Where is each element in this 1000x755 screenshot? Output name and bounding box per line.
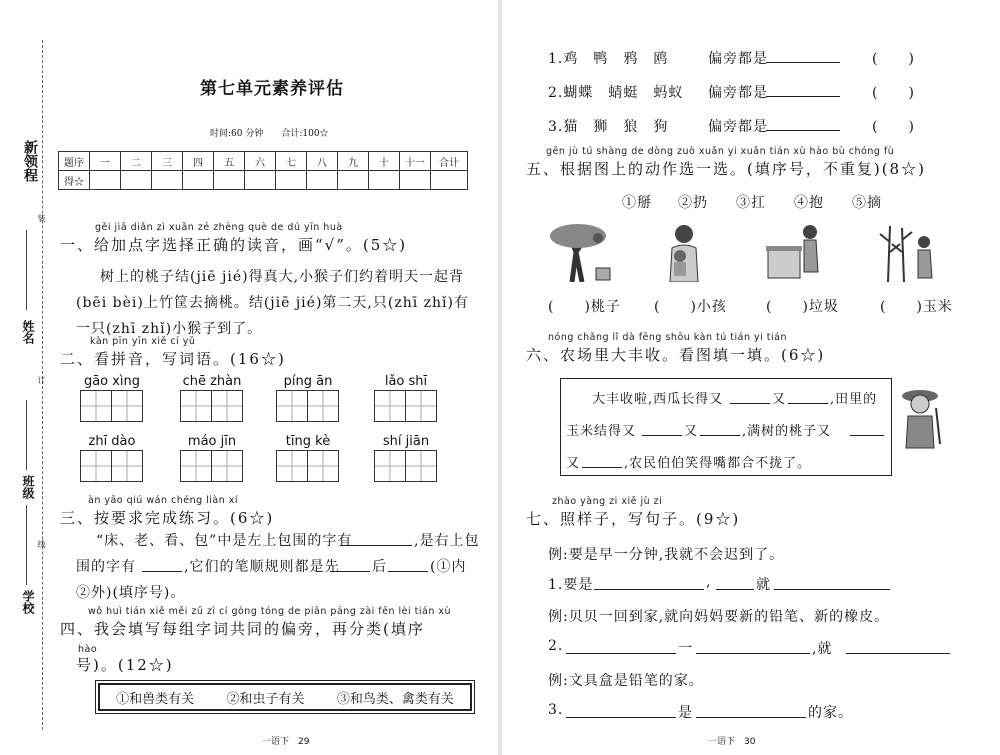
binding-line (42, 40, 43, 730)
score-header-cell: 三 (152, 152, 183, 171)
binding-mark-zhuang: 装 (37, 214, 46, 222)
answer-grid[interactable] (180, 390, 243, 422)
mother-child-illustration (650, 222, 714, 282)
sentence-blank[interactable] (774, 589, 890, 590)
farm-blank[interactable] (582, 467, 622, 468)
score-cell[interactable] (369, 171, 400, 190)
farm-blank[interactable] (730, 403, 770, 404)
farm-line3a: 又 (566, 456, 581, 471)
trash-bin-illustration (764, 222, 828, 282)
score-header-cell: 合计 (431, 152, 468, 171)
farm-line1a: 大丰收啦,西瓜长得又 (592, 392, 724, 407)
farm-line1c: ,田里的 (830, 392, 878, 407)
q2-word-pinyin: shí jiān (382, 434, 430, 449)
farm-blank[interactable] (642, 435, 682, 436)
score-table (58, 151, 468, 190)
sentence-blank[interactable] (696, 717, 806, 718)
sentence-blank[interactable] (566, 653, 676, 654)
score-cell[interactable] (121, 171, 152, 190)
radical-row-label: 偏旁都是 (708, 51, 768, 67)
q2-word-pinyin: zhī dào (88, 434, 136, 449)
name-field[interactable] (26, 230, 27, 310)
q3-line2c: 后 (372, 559, 387, 575)
verb-option: ④抱 (794, 195, 824, 211)
score-header-cell: 九 (338, 152, 369, 171)
q1-line2: (bēi bèi)上竹筐去摘桃。结(jiē jié)第二天,只(zhī zhǐ)有 (76, 295, 469, 311)
radical-blank[interactable] (766, 130, 840, 131)
score-cell[interactable] (90, 171, 121, 190)
q3-pinyin: àn yāo qiú wán chéng liàn xí (88, 495, 239, 506)
radical-row-label: 偏旁都是 (708, 119, 768, 135)
q7-s1c: 就 (756, 577, 771, 593)
q1-pinyin: gěi jiā diǎn zì xuǎn zé zhèng què de dú yīn huà (95, 222, 343, 233)
score-header-cell: 十 (369, 152, 400, 171)
q3-blank-first[interactable] (330, 571, 370, 572)
q7-example1: 例:要是早一分钟,我就不会迟到了。 (548, 547, 785, 563)
score-cell[interactable] (431, 171, 468, 190)
school-field[interactable] (26, 505, 27, 585)
q3-line2b: ,它们的笔顺规则都是先 (184, 559, 340, 575)
q7-pinyin: zhào yàng zi xiě jù zi (552, 496, 663, 507)
q1-title: 一、给加点字选择正确的读音，画“√”。(5☆) (60, 236, 408, 254)
q3-line1: “床、老、看、包”中是左上包围的字有 (96, 533, 353, 549)
score-header-cell: 六 (245, 152, 276, 171)
score-cell[interactable] (245, 171, 276, 190)
score-header-cell: 十一 (400, 152, 431, 171)
q2-word-pinyin: gāo xìng (83, 374, 141, 389)
score-header-cell: 五 (214, 152, 245, 171)
q3-line3: ②外)(填序号)。 (76, 585, 186, 601)
q7-s3a: 3. (548, 702, 564, 718)
q4-pinyin: wǒ huì tián xiě měi zǔ zì cí gòng tóng de piān páng zài fēn lèi tián xù (88, 606, 452, 617)
answer-grid[interactable] (374, 390, 437, 422)
class-field[interactable] (26, 400, 27, 470)
q2-word-pinyin: chē zhàn (182, 374, 242, 389)
category-paren[interactable]: ( ) (872, 51, 915, 67)
q2-pinyin: kàn pīn yīn xiě cí yǔ (90, 336, 196, 347)
score-header-cell: 七 (276, 152, 307, 171)
radical-blank[interactable] (766, 96, 840, 97)
q7-example3: 例:文具盒是铅笔的家。 (548, 673, 704, 689)
score-cell[interactable] (338, 171, 369, 190)
sentence-blank[interactable] (696, 653, 810, 654)
binding-mark-ding: 订 (37, 376, 46, 384)
q2-title: 二、看拼音，写词语。(16☆) (60, 350, 286, 368)
corn-field-illustration (878, 222, 942, 282)
score-cell[interactable] (276, 171, 307, 190)
q7-s3c: 的家。 (808, 705, 853, 721)
score-cell[interactable] (152, 171, 183, 190)
answer-grid[interactable] (80, 390, 143, 422)
q7-s1b: , (706, 574, 712, 590)
score-header-cell: 二 (121, 152, 152, 171)
action-blank[interactable]: ( )桃子 (548, 299, 621, 315)
school-label: 学校 (21, 590, 35, 614)
q7-title: 七、照样子，写句子。(9☆) (526, 510, 741, 528)
farm-blank[interactable] (700, 435, 740, 436)
radical-row-chars: 1.鸡 鸭 鸦 鸥 (548, 51, 669, 67)
answer-grid[interactable] (374, 450, 437, 482)
sentence-blank[interactable] (566, 717, 676, 718)
q2-word-pinyin: máo jīn (187, 434, 237, 449)
radical-row-chars: 3.猫 狮 狼 狗 (548, 119, 669, 135)
farmer-illustration (896, 384, 948, 450)
farm-line1b: 又 (772, 392, 787, 407)
verb-option: ②扔 (678, 195, 708, 211)
verb-option: ⑤摘 (852, 195, 882, 211)
score-header-cell: 四 (183, 152, 214, 171)
verb-option: ③扛 (736, 195, 766, 211)
name-label: 姓名 (21, 320, 35, 344)
left-page (0, 0, 498, 755)
score-header-cell: 题序 (59, 152, 90, 171)
q3-line2d: (①内 (430, 559, 467, 575)
class-label: 班级 (21, 475, 35, 499)
sentence-blank[interactable] (594, 589, 704, 590)
category-option: ①和兽类有关 (116, 691, 195, 707)
page-title: 第七单元素养评估 (200, 79, 344, 99)
q3-blank-then[interactable] (388, 571, 428, 572)
score-row-label: 得☆ (59, 171, 90, 190)
score-cell[interactable] (214, 171, 245, 190)
radical-blank[interactable] (766, 62, 840, 63)
farm-blank[interactable] (850, 435, 884, 436)
farm-line2a: 玉米结得又 (566, 424, 637, 439)
category-options-box (98, 683, 472, 711)
q6-title: 六、农场里大丰收。看图填一填。(6☆) (526, 346, 826, 364)
category-option: ③和鸟类、禽类有关 (336, 691, 454, 707)
farm-line2b: 又 (684, 424, 699, 439)
farm-line3b: ,农民伯伯笑得嘴都合不拢了。 (624, 456, 812, 471)
farm-blank[interactable] (788, 403, 828, 404)
category-paren[interactable]: ( ) (872, 85, 915, 101)
category-option: ②和虫子有关 (226, 691, 305, 707)
q5-title: 五、根据图上的动作选一选。(填序号，不重复)(8☆) (526, 160, 926, 178)
answer-grid[interactable] (276, 450, 339, 482)
q4-title: 四、我会填写每组字词共同的偏旁，再分类(填序 (60, 620, 425, 638)
q7-s2c: ,就 (812, 641, 833, 657)
action-blank[interactable]: ( )小孩 (654, 299, 727, 315)
q7-s2b: 一 (678, 641, 693, 657)
q7-s2a: 2. (548, 638, 564, 654)
score-header-cell: 八 (307, 152, 338, 171)
exam-meta: 时间:60 分钟 合计:100☆ (210, 129, 329, 139)
action-blank[interactable]: ( )玉米 (880, 299, 953, 315)
binding-mark-xian: 线 (37, 540, 46, 548)
sentence-blank[interactable] (846, 653, 950, 654)
score-header-cell: 一 (90, 152, 121, 171)
score-cell[interactable] (400, 171, 431, 190)
q4-title2: 号)。(12☆) (76, 656, 174, 674)
q7-example2: 例:贝贝一回到家,就向妈妈要新的铅笔、新的橡皮。 (548, 609, 890, 625)
q6-pinyin: nóng chǎng lǐ dà fēng shōu kàn tú tián yi tián (548, 332, 787, 343)
score-cell[interactable] (183, 171, 214, 190)
page-number-right: 一语下 30 (708, 737, 756, 747)
q2-word-pinyin: píng ān (283, 374, 333, 389)
q3-line2a: 围的字有 (76, 559, 136, 575)
sentence-blank[interactable] (716, 589, 754, 590)
radical-row-label: 偏旁都是 (708, 85, 768, 101)
score-cell[interactable] (307, 171, 338, 190)
farm-line2c: ,满树的桃子又 (742, 424, 832, 439)
q7-s1a: 1.要是 (548, 577, 594, 593)
q1-line1: 树上的桃子结(jiē jié)得真大,小猴子们约着明天一起背 (100, 269, 465, 285)
answer-grid[interactable] (80, 450, 143, 482)
q3-line1b: ,是右上包 (414, 533, 480, 549)
q7-s3b: 是 (678, 705, 693, 721)
q1-line3: 一只(zhī zhǐ)小猴子到了。 (76, 321, 263, 337)
page-number-left: 一语下 29 (262, 737, 310, 747)
action-blank[interactable]: ( )垃圾 (766, 299, 839, 315)
radical-row-chars: 2.蝴蝶 蜻蜓 蚂蚁 (548, 85, 684, 101)
monkey-tree-illustration (548, 222, 612, 282)
q5-pinyin: gēn jù tú shàng de dòng zuò xuǎn yi xuǎn tián xù hào bù chóng fù (546, 146, 895, 157)
q3-title: 三、按要求完成练习。(6☆) (60, 509, 275, 527)
q2-word-pinyin: tīng kè (285, 434, 331, 449)
q3-blank-left-top[interactable] (340, 545, 412, 546)
q4-pinyin2: hào (78, 644, 98, 655)
brand-label: 新领程 (22, 140, 38, 182)
category-paren[interactable]: ( ) (872, 119, 915, 135)
q3-blank-right-top[interactable] (142, 571, 182, 572)
q2-word-pinyin: lǎo shī (384, 374, 428, 389)
answer-grid[interactable] (180, 450, 243, 482)
verb-option: ①掰 (622, 195, 652, 211)
answer-grid[interactable] (276, 390, 339, 422)
